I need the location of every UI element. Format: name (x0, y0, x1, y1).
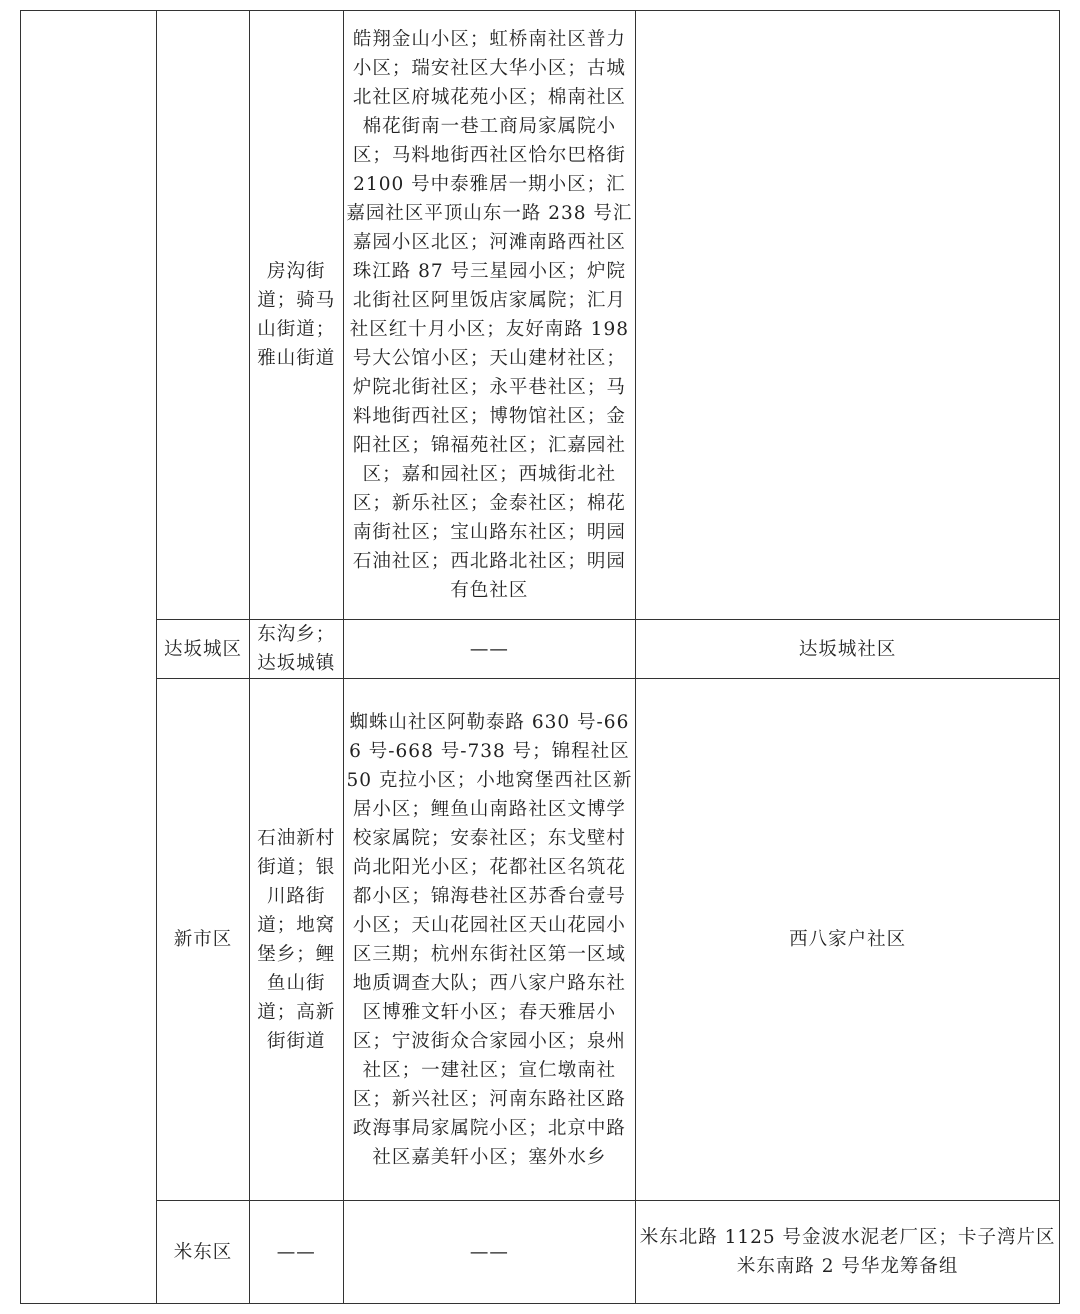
streets-cell: 东沟乡；达坂城镇 (249, 620, 343, 679)
streets-cell: 石油新村街道；银川路街道；地窝堡乡；鲤鱼山街道；高新街街道 (249, 679, 343, 1201)
other-community-cell: 达坂城社区 (636, 620, 1060, 679)
district-cell: 达坂城区 (157, 620, 250, 679)
table-row (21, 620, 1060, 679)
district-cell: 新市区 (157, 679, 250, 1201)
communities-cell: 蜘蛛山社区阿勒泰路 630 号-666 号-668 号-738 号；锦程社区 50 克拉小区；小地窝堡西社区新居小区；鲤鱼山南路社区文博学校家属院；安泰社区；东戈壁村尚北阳光小区；花都社区名筑花都小区；锦海巷社区苏香台壹号小区；天山花园社区天山花园小区三期；杭州东街社区第一区域地质调查大队；西八家户路东社区博雅文轩小区；春天雅居小区；宁波街众合家园小区；泉州社区；一建社区；宣仁墩南社区；新兴社区；河南东路社区路政海事局家属院小区；北京中路社区嘉美轩小区；塞外水乡 (343, 679, 636, 1201)
left-margin-cell (21, 11, 157, 1304)
district-cell (157, 11, 250, 620)
communities-cell: —— (343, 620, 636, 679)
communities-cell: —— (343, 1201, 636, 1304)
table-row (21, 11, 1060, 620)
communities-cell: 皓翔金山小区；虹桥南社区普力小区；瑞安社区大华小区；古城北社区府城花苑小区；棉南社区棉花街南一巷工商局家属院小区；马料地街西社区恰尔巴格街 2100 号中泰雅居一期小区；汇嘉园社区平顶山东一路 238 号汇嘉园小区北区；河滩南路西社区珠江路 87 号三星园小区；炉院北街社区阿里饭店家属院；汇月社区红十月小区；友好南路 198 号大公馆小区；天山建材社区；炉院北街社区；永平巷社区；马料地街西社区；博物馆社区；金阳社区；锦福苑社区；汇嘉园社区；嘉和园社区；西城街北社区；新乐社区；金泰社区；棉花南街社区；宝山路东社区；明园石油社区；西北路北社区；明园有色社区 (343, 11, 636, 620)
table-row (21, 1201, 1060, 1304)
other-community-cell: 西八家户社区 (636, 679, 1060, 1201)
streets-cell: 房沟街道；骑马山街道；雅山街道 (249, 11, 343, 620)
district-cell: 米东区 (157, 1201, 250, 1304)
other-community-cell: 米东北路 1125 号金波水泥老厂区；卡子湾片区米东南路 2 号华龙筹备组 (636, 1201, 1060, 1304)
community-table (20, 10, 1060, 1304)
other-community-cell (636, 11, 1060, 620)
streets-cell: —— (249, 1201, 343, 1304)
table-row (21, 679, 1060, 1201)
